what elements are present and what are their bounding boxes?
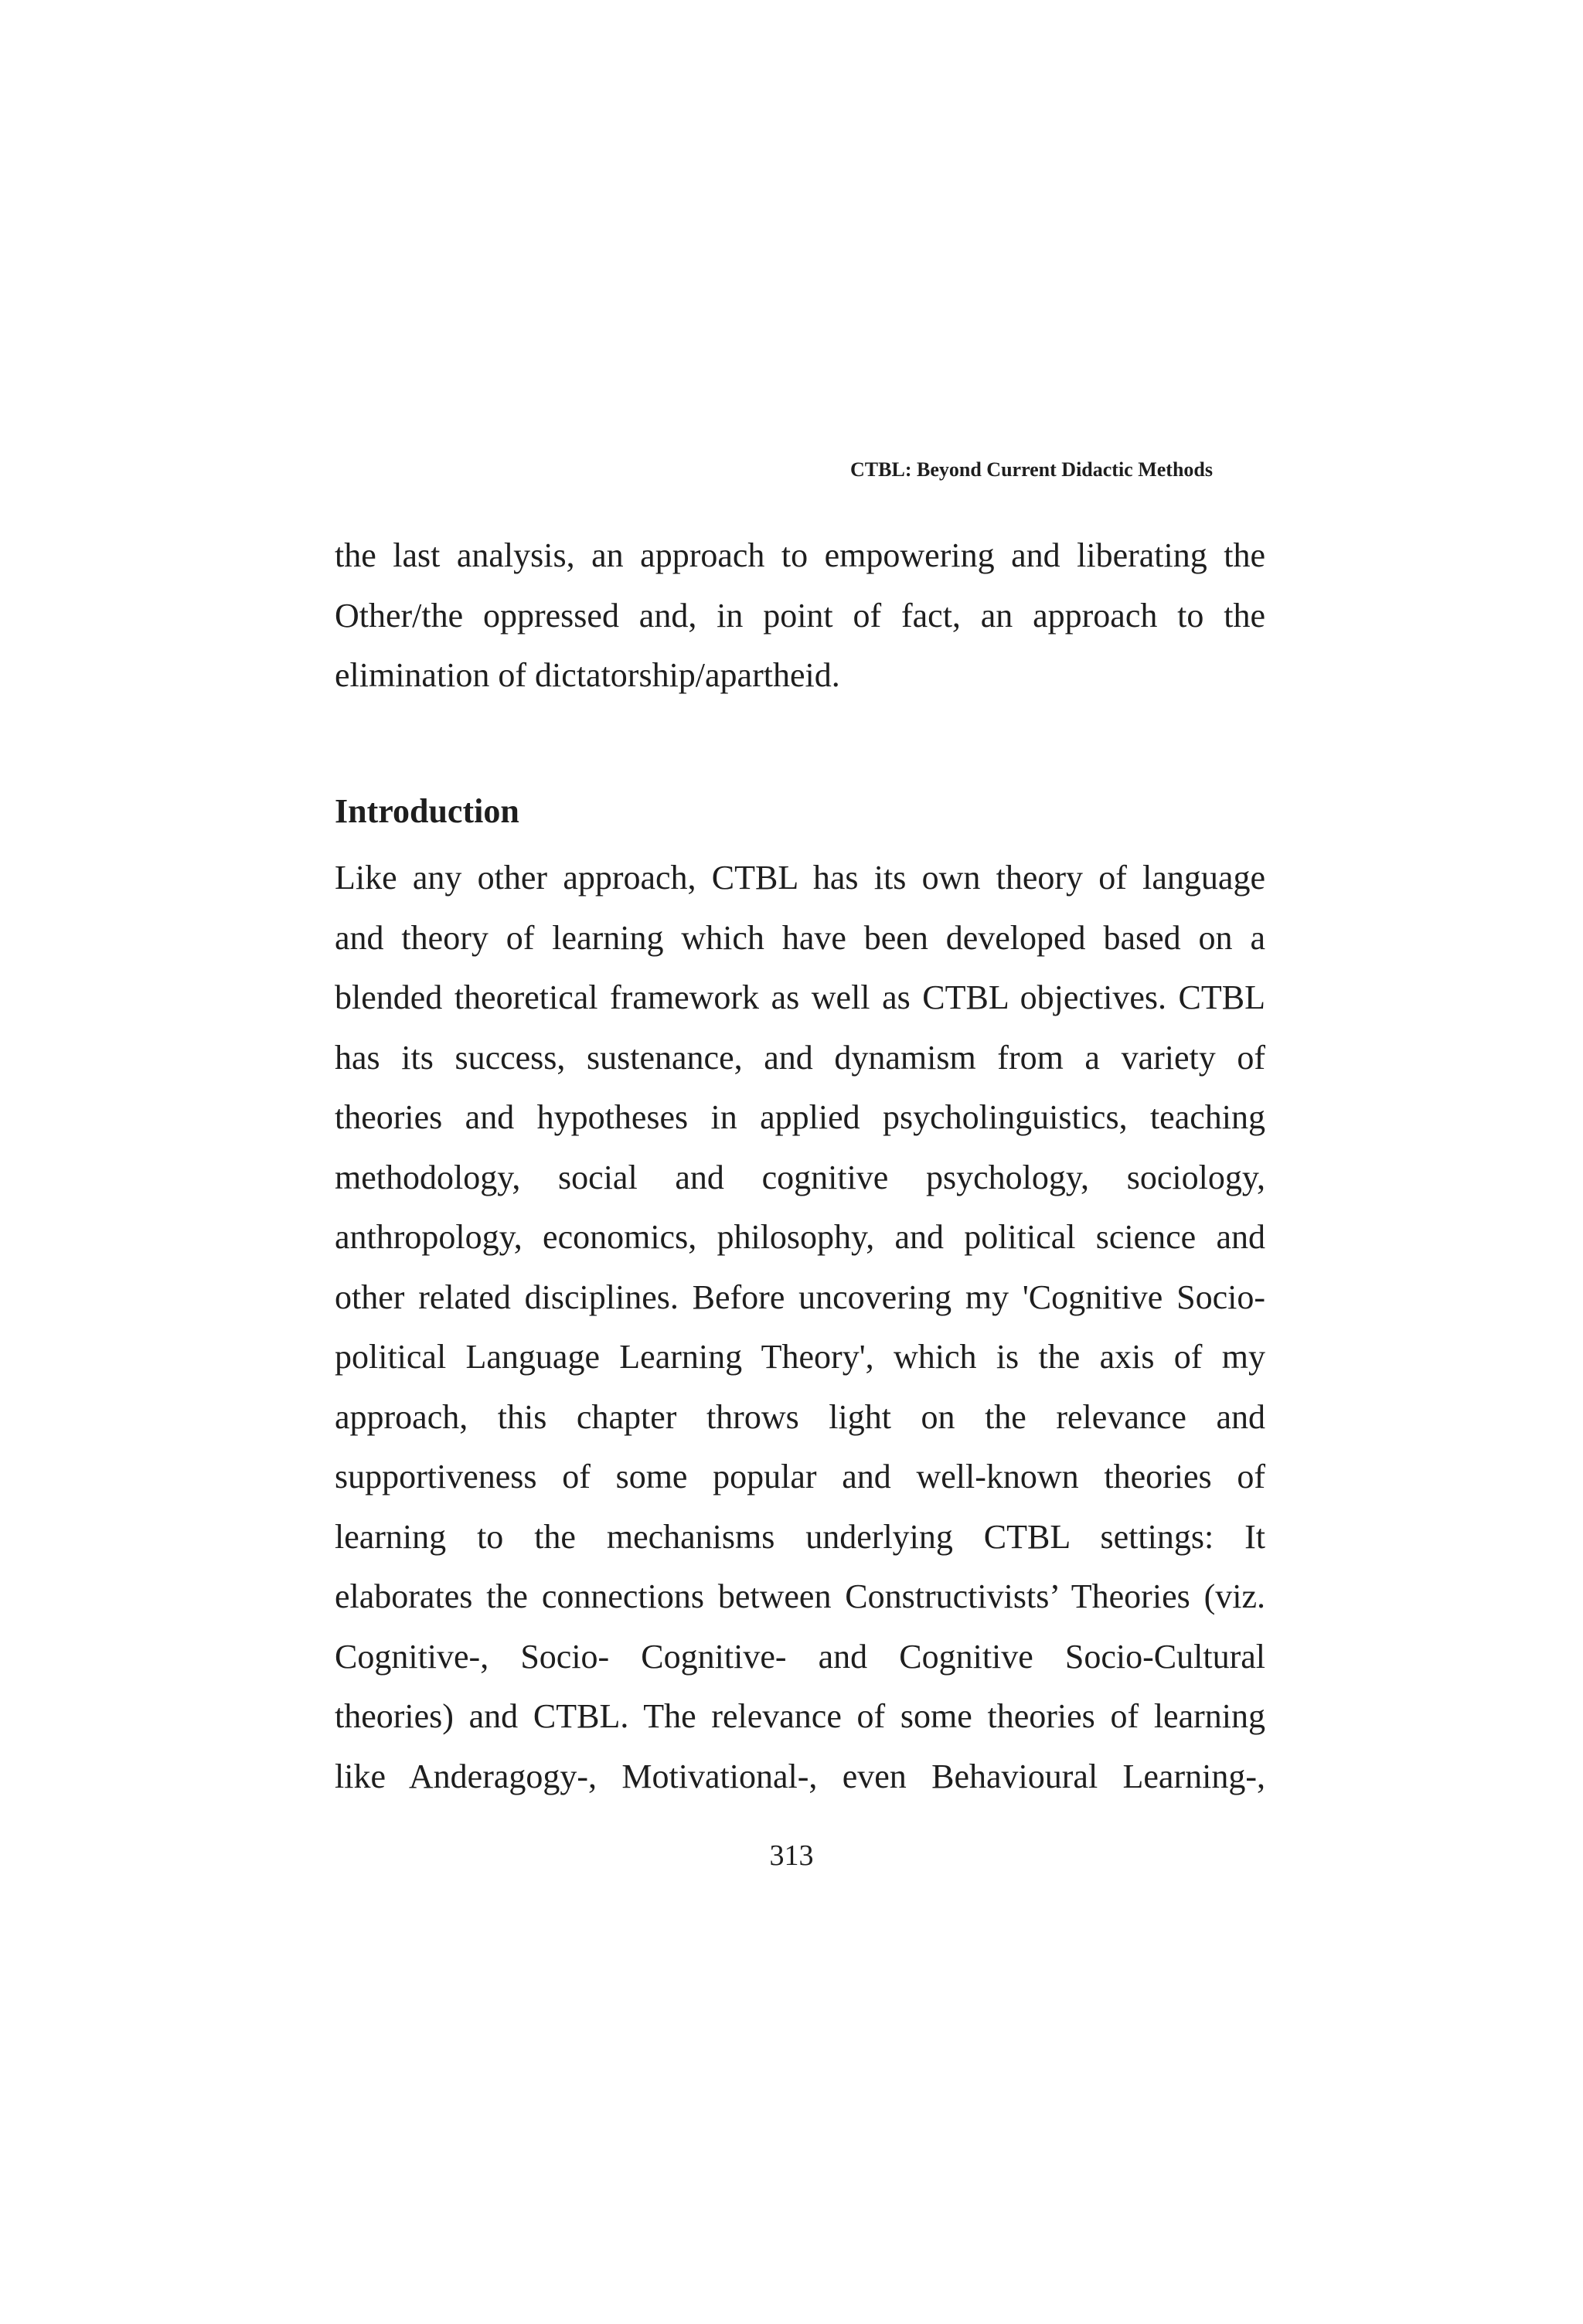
paragraph-introduction — [335, 848, 1265, 1806]
running-header: CTBL: Beyond Current Didactic Methods — [850, 458, 1213, 481]
text-line: Cognitive-, Socio- Cognitive- and Cognitive Socio-Cultural — [335, 1637, 1265, 1676]
text-line: anthropology, economics, philosophy, and political science and — [335, 1218, 1265, 1256]
text-line: Like any other approach, CTBL has its own theory of language — [335, 859, 1265, 897]
text-line: elaborates the connections between Constructivists’ Theories (viz. — [335, 1577, 1265, 1615]
text-line: supportiveness of some popular and well-known theories of — [335, 1458, 1265, 1495]
text-line: other related disciplines. Before uncovering my 'Cognitive Socio- — [335, 1278, 1265, 1316]
text-line: political Language Learning Theory', which is the axis of my — [335, 1338, 1265, 1376]
text-line: blended theoretical framework as well as CTBL objectives. CTBL — [335, 978, 1265, 1016]
text-line: like Anderagogy-, Motivational-, even Behavioural Learning-, — [335, 1757, 1265, 1795]
paragraph-continued — [335, 526, 1265, 706]
text-line: the last analysis, an approach to empowering and liberating the — [335, 536, 1265, 574]
text-line: and theory of learning which have been developed based on a — [335, 918, 1265, 957]
section-heading: Introduction — [335, 792, 519, 830]
page-number: 313 — [769, 1839, 814, 1872]
text-line: approach, this chapter throws light on the relevance and — [335, 1397, 1265, 1436]
text-line: elimination of dictatorship/apartheid. — [335, 656, 840, 694]
text-line: methodology, social and cognitive psychology, sociology, — [335, 1158, 1265, 1196]
text-line: theories) and CTBL. The relevance of some theories of learning — [335, 1697, 1265, 1735]
text-line: learning to the mechanisms underlying CTBL settings: It — [335, 1517, 1265, 1556]
text-line: theories and hypotheses in applied psycholinguistics, teaching — [335, 1098, 1265, 1136]
text-line: has its success, sustenance, and dynamism from a variety of — [335, 1038, 1265, 1077]
text-line: Other/the oppressed and, in point of fact, an approach to the — [335, 596, 1265, 635]
